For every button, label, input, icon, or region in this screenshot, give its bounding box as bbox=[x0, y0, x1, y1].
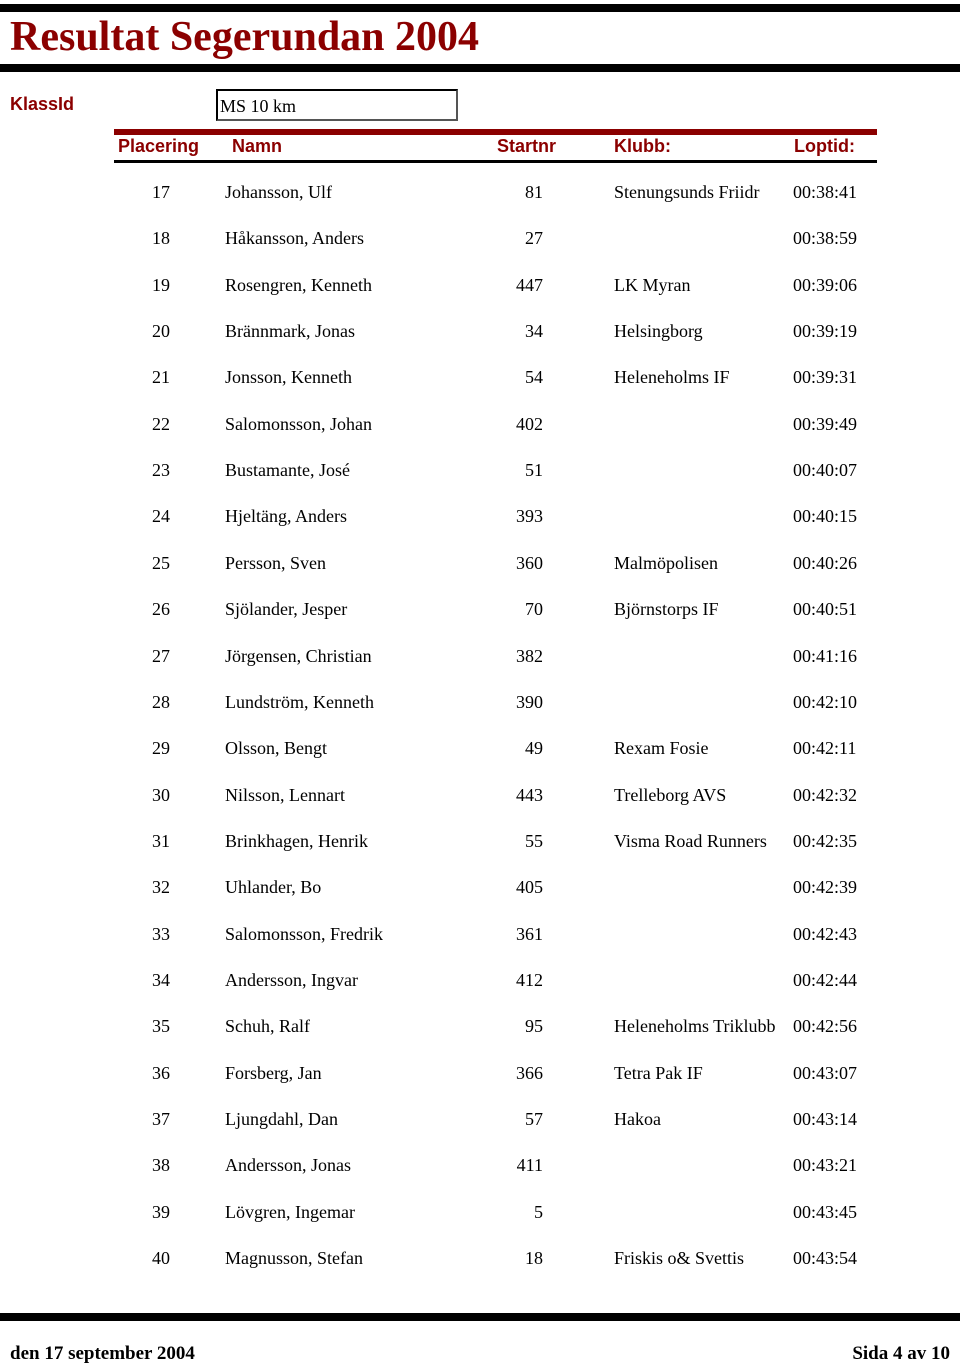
placement-cell: 27 bbox=[152, 645, 170, 666]
name-cell: Lövgren, Ingemar bbox=[225, 1201, 355, 1222]
column-header-loptid: Loptid: bbox=[794, 136, 855, 156]
header-top-rule bbox=[114, 129, 877, 135]
time-cell: 00:40:07 bbox=[793, 460, 858, 481]
table-row bbox=[0, 504, 960, 550]
time-cell: 00:40:15 bbox=[793, 506, 858, 527]
table-row bbox=[0, 1153, 960, 1199]
startnr-cell: 360 bbox=[516, 552, 543, 573]
time-cell: 00:43:14 bbox=[793, 1109, 858, 1129]
startnr-cell: 382 bbox=[516, 645, 543, 666]
startnr-cell: 402 bbox=[516, 413, 543, 434]
time-cell: 00:40:26 bbox=[793, 552, 858, 573]
table-row bbox=[0, 226, 960, 272]
startnr-cell: 70 bbox=[525, 599, 543, 620]
placement-cell: 26 bbox=[152, 599, 170, 620]
time-cell: 00:42:44 bbox=[793, 969, 858, 990]
time-cell: 00:43:54 bbox=[793, 1248, 858, 1269]
table-row bbox=[0, 412, 960, 458]
name-cell: Persson, Sven bbox=[225, 552, 327, 573]
table-row bbox=[0, 644, 960, 690]
placement-cell: 32 bbox=[152, 877, 170, 898]
placement-cell: 17 bbox=[152, 182, 170, 202]
club-cell: LK Myran bbox=[614, 274, 691, 295]
column-header-namn: Namn bbox=[232, 136, 283, 156]
placement-cell: 18 bbox=[152, 228, 170, 249]
table-row bbox=[0, 875, 960, 921]
column-header-startnr: Startnr bbox=[497, 136, 557, 156]
time-cell: 00:41:16 bbox=[793, 645, 858, 666]
table-row bbox=[0, 783, 960, 829]
table-row bbox=[0, 365, 960, 411]
table-row bbox=[0, 597, 960, 643]
placement-cell: 30 bbox=[152, 784, 170, 805]
name-cell: Nilsson, Lennart bbox=[225, 784, 345, 805]
time-cell: 00:43:07 bbox=[793, 1062, 858, 1083]
name-cell: Jörgensen, Christian bbox=[225, 645, 372, 666]
table-row bbox=[0, 180, 960, 226]
table-row bbox=[0, 319, 960, 365]
club-cell: Visma Road Runners bbox=[614, 830, 767, 851]
placement-cell: 37 bbox=[152, 1109, 170, 1129]
time-cell: 00:38:41 bbox=[793, 182, 858, 202]
footer-rule bbox=[0, 1313, 960, 1321]
startnr-cell: 27 bbox=[525, 228, 543, 249]
name-cell: Magnusson, Stefan bbox=[225, 1248, 363, 1269]
title-rule bbox=[0, 64, 960, 72]
time-cell: 00:42:56 bbox=[793, 1016, 858, 1037]
table-row bbox=[0, 922, 960, 968]
startnr-cell: 411 bbox=[516, 1155, 543, 1176]
time-cell: 00:42:10 bbox=[793, 691, 858, 712]
time-cell: 00:42:35 bbox=[793, 830, 858, 851]
table-row bbox=[0, 1200, 960, 1246]
footer-date: den 17 september 2004 bbox=[10, 1343, 195, 1364]
time-cell: 00:42:11 bbox=[793, 738, 857, 759]
startnr-cell: 51 bbox=[525, 460, 543, 481]
startnr-cell: 405 bbox=[516, 877, 543, 898]
placement-cell: 24 bbox=[152, 506, 170, 527]
name-cell: Andersson, Jonas bbox=[225, 1155, 351, 1176]
startnr-cell: 443 bbox=[516, 784, 543, 805]
time-cell: 00:43:45 bbox=[793, 1201, 858, 1222]
name-cell: Salomonsson, Fredrik bbox=[225, 923, 384, 944]
name-cell: Bustamante, José bbox=[225, 460, 350, 481]
top-rule bbox=[0, 4, 960, 12]
time-cell: 00:39:19 bbox=[793, 321, 858, 342]
placement-cell: 22 bbox=[152, 413, 170, 434]
club-cell: Björnstorps IF bbox=[614, 599, 719, 620]
startnr-cell: 412 bbox=[516, 969, 543, 990]
klass-label: KlassId bbox=[10, 94, 75, 114]
club-cell: Heleneholms Triklubb bbox=[614, 1016, 776, 1037]
placement-cell: 38 bbox=[152, 1155, 170, 1176]
name-cell: Lundström, Kenneth bbox=[225, 691, 374, 712]
startnr-cell: 18 bbox=[525, 1248, 543, 1269]
name-cell: Brinkhagen, Henrik bbox=[225, 830, 368, 851]
time-cell: 00:42:39 bbox=[793, 877, 858, 898]
klass-value-field: MS 10 km bbox=[216, 89, 458, 121]
time-cell: 00:42:32 bbox=[793, 784, 858, 805]
placement-cell: 29 bbox=[152, 738, 170, 759]
name-cell: Olsson, Bengt bbox=[225, 738, 328, 759]
startnr-cell: 49 bbox=[525, 738, 543, 759]
name-cell: Ljungdahl, Dan bbox=[225, 1109, 338, 1129]
startnr-cell: 54 bbox=[525, 367, 543, 388]
table-row bbox=[0, 1061, 960, 1107]
placement-cell: 33 bbox=[152, 923, 170, 944]
time-cell: 00:38:59 bbox=[793, 228, 858, 249]
table-row bbox=[0, 1107, 960, 1153]
startnr-cell: 393 bbox=[516, 506, 543, 527]
table-row bbox=[0, 968, 960, 1014]
time-cell: 00:39:31 bbox=[793, 367, 858, 388]
time-cell: 00:39:06 bbox=[793, 274, 858, 295]
name-cell: Rosengren, Kenneth bbox=[225, 274, 372, 295]
name-cell: Hjeltäng, Anders bbox=[225, 506, 347, 527]
placement-cell: 19 bbox=[152, 274, 170, 295]
table-row bbox=[0, 1014, 960, 1060]
name-cell: Jonsson, Kenneth bbox=[225, 367, 352, 388]
startnr-cell: 390 bbox=[516, 691, 543, 712]
club-cell: Heleneholms IF bbox=[614, 367, 730, 388]
startnr-cell: 55 bbox=[525, 830, 543, 851]
club-cell: Hakoa bbox=[614, 1109, 661, 1129]
table-row bbox=[0, 273, 960, 319]
startnr-cell: 34 bbox=[525, 321, 543, 342]
club-cell: Rexam Fosie bbox=[614, 738, 709, 759]
placement-cell: 40 bbox=[152, 1248, 170, 1269]
startnr-cell: 81 bbox=[525, 182, 543, 202]
club-cell: Stenungsunds Friidr bbox=[614, 182, 760, 202]
placement-cell: 23 bbox=[152, 460, 170, 481]
table-row bbox=[0, 1246, 960, 1292]
footer-page-number: Sida 4 av 10 bbox=[852, 1343, 950, 1364]
club-cell: Malmöpolisen bbox=[614, 552, 718, 573]
startnr-cell: 95 bbox=[525, 1016, 543, 1037]
name-cell: Brännmark, Jonas bbox=[225, 321, 355, 342]
placement-cell: 36 bbox=[152, 1062, 170, 1083]
startnr-cell: 361 bbox=[516, 923, 543, 944]
placement-cell: 34 bbox=[152, 969, 170, 990]
page-title: Resultat Segerundan 2004 bbox=[10, 14, 480, 60]
startnr-cell: 366 bbox=[516, 1062, 543, 1083]
placement-cell: 39 bbox=[152, 1201, 170, 1222]
startnr-cell: 57 bbox=[525, 1109, 543, 1129]
club-cell: Friskis o& Svettis bbox=[614, 1248, 745, 1269]
placement-cell: 31 bbox=[152, 830, 170, 851]
name-cell: Forsberg, Jan bbox=[225, 1062, 322, 1083]
placement-cell: 25 bbox=[152, 552, 170, 573]
column-header-placering: Placering bbox=[118, 136, 200, 156]
time-cell: 00:42:43 bbox=[793, 923, 858, 944]
time-cell: 00:39:49 bbox=[793, 413, 858, 434]
table-row bbox=[0, 736, 960, 782]
club-cell: Helsingborg bbox=[614, 321, 703, 342]
placement-cell: 35 bbox=[152, 1016, 170, 1037]
name-cell: Johansson, Ulf bbox=[225, 182, 332, 202]
name-cell: Håkansson, Anders bbox=[225, 228, 364, 249]
startnr-cell: 447 bbox=[516, 274, 543, 295]
name-cell: Uhlander, Bo bbox=[225, 877, 322, 898]
time-cell: 00:40:51 bbox=[793, 599, 858, 620]
name-cell: Sjölander, Jesper bbox=[225, 599, 348, 620]
startnr-cell: 5 bbox=[534, 1201, 543, 1222]
table-row bbox=[0, 690, 960, 736]
column-header-klubb: Klubb: bbox=[614, 136, 671, 156]
name-cell: Salomonsson, Johan bbox=[225, 413, 373, 434]
table-row bbox=[0, 458, 960, 504]
placement-cell: 28 bbox=[152, 691, 170, 712]
club-cell: Tetra Pak IF bbox=[614, 1062, 703, 1083]
time-cell: 00:43:21 bbox=[793, 1155, 858, 1176]
name-cell: Andersson, Ingvar bbox=[225, 969, 358, 990]
table-row bbox=[0, 551, 960, 597]
table-row bbox=[0, 829, 960, 875]
club-cell: Trelleborg AVS bbox=[614, 784, 727, 805]
placement-cell: 20 bbox=[152, 321, 170, 342]
header-bottom-rule bbox=[114, 160, 877, 163]
name-cell: Schuh, Ralf bbox=[225, 1016, 310, 1037]
placement-cell: 21 bbox=[152, 367, 170, 388]
